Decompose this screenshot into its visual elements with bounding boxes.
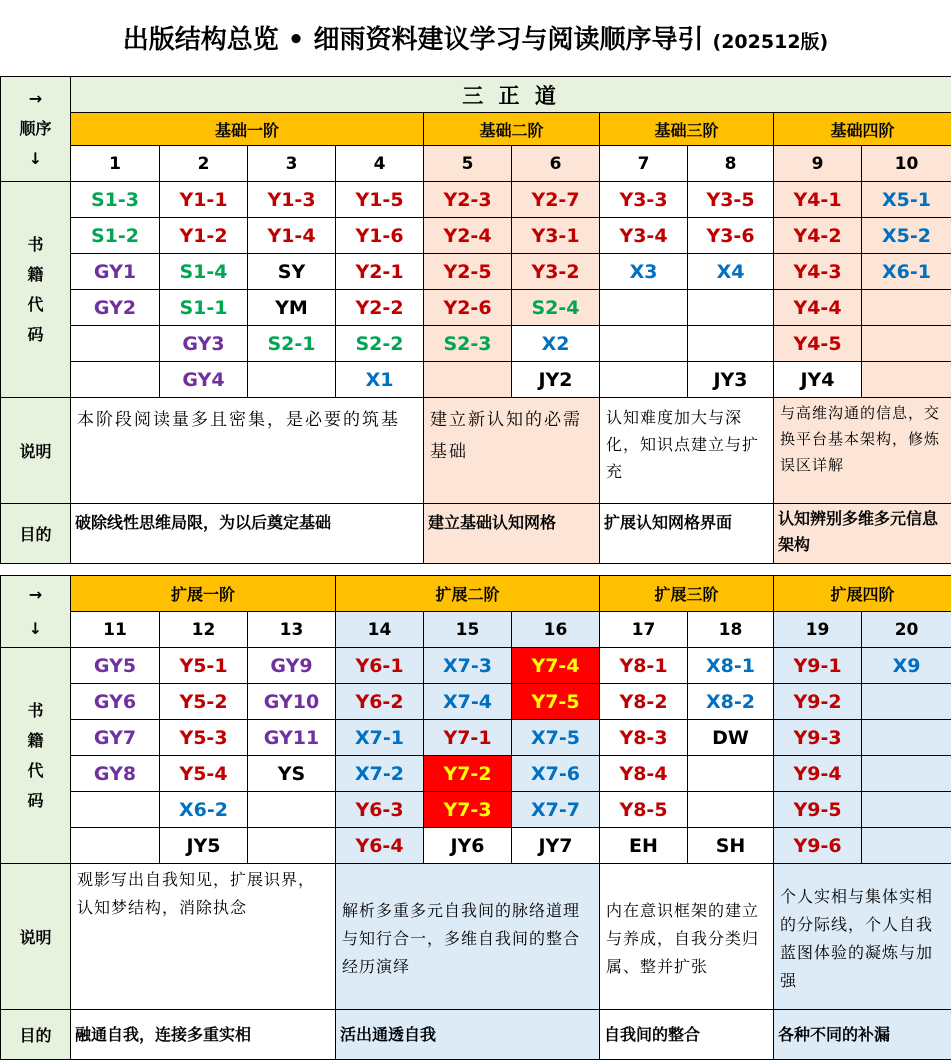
book-code: GY4	[160, 362, 248, 398]
book-code: X8-1	[688, 648, 774, 684]
order-number: 15	[424, 612, 512, 648]
order-number: 7	[600, 146, 688, 182]
book-code: SH	[688, 828, 774, 864]
order-number: 6	[512, 146, 600, 182]
book-code: GY6	[71, 684, 160, 720]
book-code: Y1-5	[336, 182, 424, 218]
book-code	[862, 792, 951, 828]
book-code: Y4-1	[774, 182, 862, 218]
foundation-table	[0, 76, 951, 564]
book-code: Y6-1	[336, 648, 424, 684]
book-code: DW	[688, 720, 774, 756]
book-code: S1-3	[71, 182, 160, 218]
book-code: X7-7	[512, 792, 600, 828]
book-code: Y3-3	[600, 182, 688, 218]
order-number: 8	[688, 146, 774, 182]
stage-goal: 自我间的整合	[600, 1010, 774, 1060]
order-number: 4	[336, 146, 424, 182]
book-code	[71, 326, 160, 362]
book-code: Y6-4	[336, 828, 424, 864]
book-code: Y2-6	[424, 290, 512, 326]
book-code: Y3-5	[688, 182, 774, 218]
book-code: S1-1	[160, 290, 248, 326]
book-code	[71, 792, 160, 828]
stage-goal: 建立基础认知网格	[424, 504, 600, 564]
book-code: GY7	[71, 720, 160, 756]
book-code: Y4-2	[774, 218, 862, 254]
order-number: 9	[774, 146, 862, 182]
stage-description: 解析多重多元自我间的脉络道理与知行合一，多维自我间的整合经历演绎	[336, 864, 600, 1010]
expansion-table	[0, 575, 951, 1060]
book-code: GY2	[71, 290, 160, 326]
book-code	[600, 362, 688, 398]
book-code	[688, 756, 774, 792]
book-code: Y2-1	[336, 254, 424, 290]
book-row	[1, 648, 951, 684]
book-code: YM	[248, 290, 336, 326]
stage-header: 基础二阶	[424, 113, 600, 146]
book-code: EH	[600, 828, 688, 864]
book-code: Y7-2	[424, 756, 512, 792]
book-code: X1	[336, 362, 424, 398]
book-code: JY7	[512, 828, 600, 864]
book-code: S1-4	[160, 254, 248, 290]
book-code: S2-1	[248, 326, 336, 362]
book-row	[1, 290, 951, 326]
book-code: Y4-5	[774, 326, 862, 362]
stage-goal: 各种不同的补漏	[774, 1010, 951, 1060]
book-code: X6-1	[862, 254, 951, 290]
stage-header: 基础三阶	[600, 113, 774, 146]
book-code: X7-4	[424, 684, 512, 720]
book-code	[424, 362, 512, 398]
order-number: 14	[336, 612, 424, 648]
book-row	[1, 684, 951, 720]
book-code	[862, 326, 951, 362]
stage-goal: 融通自我，连接多重实相	[71, 1010, 336, 1060]
book-code: Y7-5	[512, 684, 600, 720]
books-label: 书 籍 代 码	[1, 648, 71, 864]
book-code: YS	[248, 756, 336, 792]
book-code: Y5-2	[160, 684, 248, 720]
book-code: X5-1	[862, 182, 951, 218]
book-code: GY10	[248, 684, 336, 720]
book-code	[71, 362, 160, 398]
book-code	[71, 828, 160, 864]
book-code: Y8-4	[600, 756, 688, 792]
book-code: Y6-2	[336, 684, 424, 720]
order-label: → ↓	[1, 576, 71, 648]
order-number: 10	[862, 146, 951, 182]
book-code: X7-1	[336, 720, 424, 756]
book-code: Y9-1	[774, 648, 862, 684]
book-code: S1-2	[71, 218, 160, 254]
order-number: 16	[512, 612, 600, 648]
book-row	[1, 182, 951, 218]
book-code: Y7-3	[424, 792, 512, 828]
book-code: Y9-6	[774, 828, 862, 864]
stage-description: 本阶段阅读量多且密集，是必要的筑基	[71, 398, 424, 504]
stage-header: 基础一阶	[71, 113, 424, 146]
stage-header: 扩展四阶	[774, 576, 951, 612]
order-number: 1	[71, 146, 160, 182]
book-code: X7-2	[336, 756, 424, 792]
book-code: Y6-3	[336, 792, 424, 828]
page-title	[0, 0, 951, 76]
book-code	[862, 720, 951, 756]
book-code: GY3	[160, 326, 248, 362]
book-code: X4	[688, 254, 774, 290]
stage-header: 扩展一阶	[71, 576, 336, 612]
book-code: JY6	[424, 828, 512, 864]
order-number: 11	[71, 612, 160, 648]
banner-three-paths: 三 正 道	[71, 77, 951, 113]
order-number: 2	[160, 146, 248, 182]
book-code: X7-6	[512, 756, 600, 792]
book-code	[862, 362, 951, 398]
order-number: 20	[862, 612, 951, 648]
book-code: Y1-3	[248, 182, 336, 218]
book-code: X5-2	[862, 218, 951, 254]
book-code: Y5-4	[160, 756, 248, 792]
book-code	[600, 290, 688, 326]
book-code: X3	[600, 254, 688, 290]
book-code: JY5	[160, 828, 248, 864]
book-code: X9	[862, 648, 951, 684]
book-code	[688, 326, 774, 362]
book-code: JY2	[512, 362, 600, 398]
description-label: 说明	[1, 864, 71, 1010]
book-code: S2-3	[424, 326, 512, 362]
book-code: Y8-2	[600, 684, 688, 720]
book-code: X6-2	[160, 792, 248, 828]
book-code	[688, 792, 774, 828]
stage-goal: 扩展认知网格界面	[600, 504, 774, 564]
description-label: 说明	[1, 398, 71, 504]
book-code: Y8-3	[600, 720, 688, 756]
book-row	[1, 218, 951, 254]
number-row	[1, 612, 951, 648]
book-code: Y3-6	[688, 218, 774, 254]
book-code	[862, 290, 951, 326]
stage-goal: 活出通透自我	[336, 1010, 600, 1060]
book-code: X8-2	[688, 684, 774, 720]
book-code: S2-2	[336, 326, 424, 362]
book-code: Y9-2	[774, 684, 862, 720]
book-code: Y1-2	[160, 218, 248, 254]
stage-header: 扩展三阶	[600, 576, 774, 612]
order-number: 13	[248, 612, 336, 648]
book-code: X7-5	[512, 720, 600, 756]
book-code: Y7-4	[512, 648, 600, 684]
title-main: 出版结构总览 • 细雨资料建议学习与阅读顺序导引	[122, 25, 713, 55]
number-row	[1, 146, 951, 182]
stage-header: 基础四阶	[774, 113, 951, 146]
book-code: Y5-3	[160, 720, 248, 756]
book-code	[862, 684, 951, 720]
book-code: GY9	[248, 648, 336, 684]
book-code: GY11	[248, 720, 336, 756]
stage-description: 个人实相与集体实相的分际线，个人自我蓝图体验的凝炼与加强	[774, 864, 951, 1010]
stage-description: 与高维沟通的信息，交换平台基本架构，修炼误区详解	[774, 398, 951, 504]
stage-description: 认知难度加大与深化，知识点建立与扩充	[600, 398, 774, 504]
book-row	[1, 792, 951, 828]
books-label: 书 籍 代 码	[1, 182, 71, 398]
book-code: JY3	[688, 362, 774, 398]
order-number: 12	[160, 612, 248, 648]
book-code: Y1-4	[248, 218, 336, 254]
book-row	[1, 828, 951, 864]
stage-description: 建立新认知的必需基础	[424, 398, 600, 504]
book-code: Y5-1	[160, 648, 248, 684]
book-code: GY1	[71, 254, 160, 290]
book-code: Y9-4	[774, 756, 862, 792]
book-code: Y9-3	[774, 720, 862, 756]
book-code	[248, 792, 336, 828]
book-code: Y3-4	[600, 218, 688, 254]
goal-label: 目的	[1, 504, 71, 564]
book-code: X2	[512, 326, 600, 362]
book-code: X7-3	[424, 648, 512, 684]
book-code: Y4-4	[774, 290, 862, 326]
book-code	[248, 362, 336, 398]
book-row	[1, 254, 951, 290]
order-number: 3	[248, 146, 336, 182]
book-code: Y3-1	[512, 218, 600, 254]
book-code: Y8-1	[600, 648, 688, 684]
book-code: SY	[248, 254, 336, 290]
book-code: GY8	[71, 756, 160, 792]
book-row	[1, 756, 951, 792]
book-code: GY5	[71, 648, 160, 684]
book-code: Y4-3	[774, 254, 862, 290]
book-code: Y2-2	[336, 290, 424, 326]
book-code: Y3-2	[512, 254, 600, 290]
order-number: 17	[600, 612, 688, 648]
book-code: Y2-7	[512, 182, 600, 218]
book-code: Y1-1	[160, 182, 248, 218]
book-row	[1, 362, 951, 398]
title-version: (202512版)	[712, 31, 829, 53]
book-code: Y2-5	[424, 254, 512, 290]
stage-goal: 认知辨别多维多元信息架构	[774, 504, 951, 564]
stage-description: 观影写出自我知见，扩展识界，认知梦结构，消除执念	[71, 864, 336, 1010]
book-code: Y9-5	[774, 792, 862, 828]
book-code	[600, 326, 688, 362]
book-code: S2-4	[512, 290, 600, 326]
book-code	[248, 828, 336, 864]
order-number: 18	[688, 612, 774, 648]
book-code	[688, 290, 774, 326]
book-code: Y8-5	[600, 792, 688, 828]
stage-description: 内在意识框架的建立与养成，自我分类归属、整并扩张	[600, 864, 774, 1010]
order-label: → 顺序 ↓	[1, 77, 71, 182]
book-code	[862, 828, 951, 864]
stage-header: 扩展二阶	[336, 576, 600, 612]
book-code: Y2-3	[424, 182, 512, 218]
order-number: 5	[424, 146, 512, 182]
book-code: Y1-6	[336, 218, 424, 254]
book-code	[862, 756, 951, 792]
book-code: JY4	[774, 362, 862, 398]
goal-label: 目的	[1, 1010, 71, 1060]
stage-goal: 破除线性思维局限，为以后奠定基础	[71, 504, 424, 564]
book-code: Y2-4	[424, 218, 512, 254]
order-number: 19	[774, 612, 862, 648]
book-row	[1, 326, 951, 362]
book-row	[1, 720, 951, 756]
book-code: Y7-1	[424, 720, 512, 756]
